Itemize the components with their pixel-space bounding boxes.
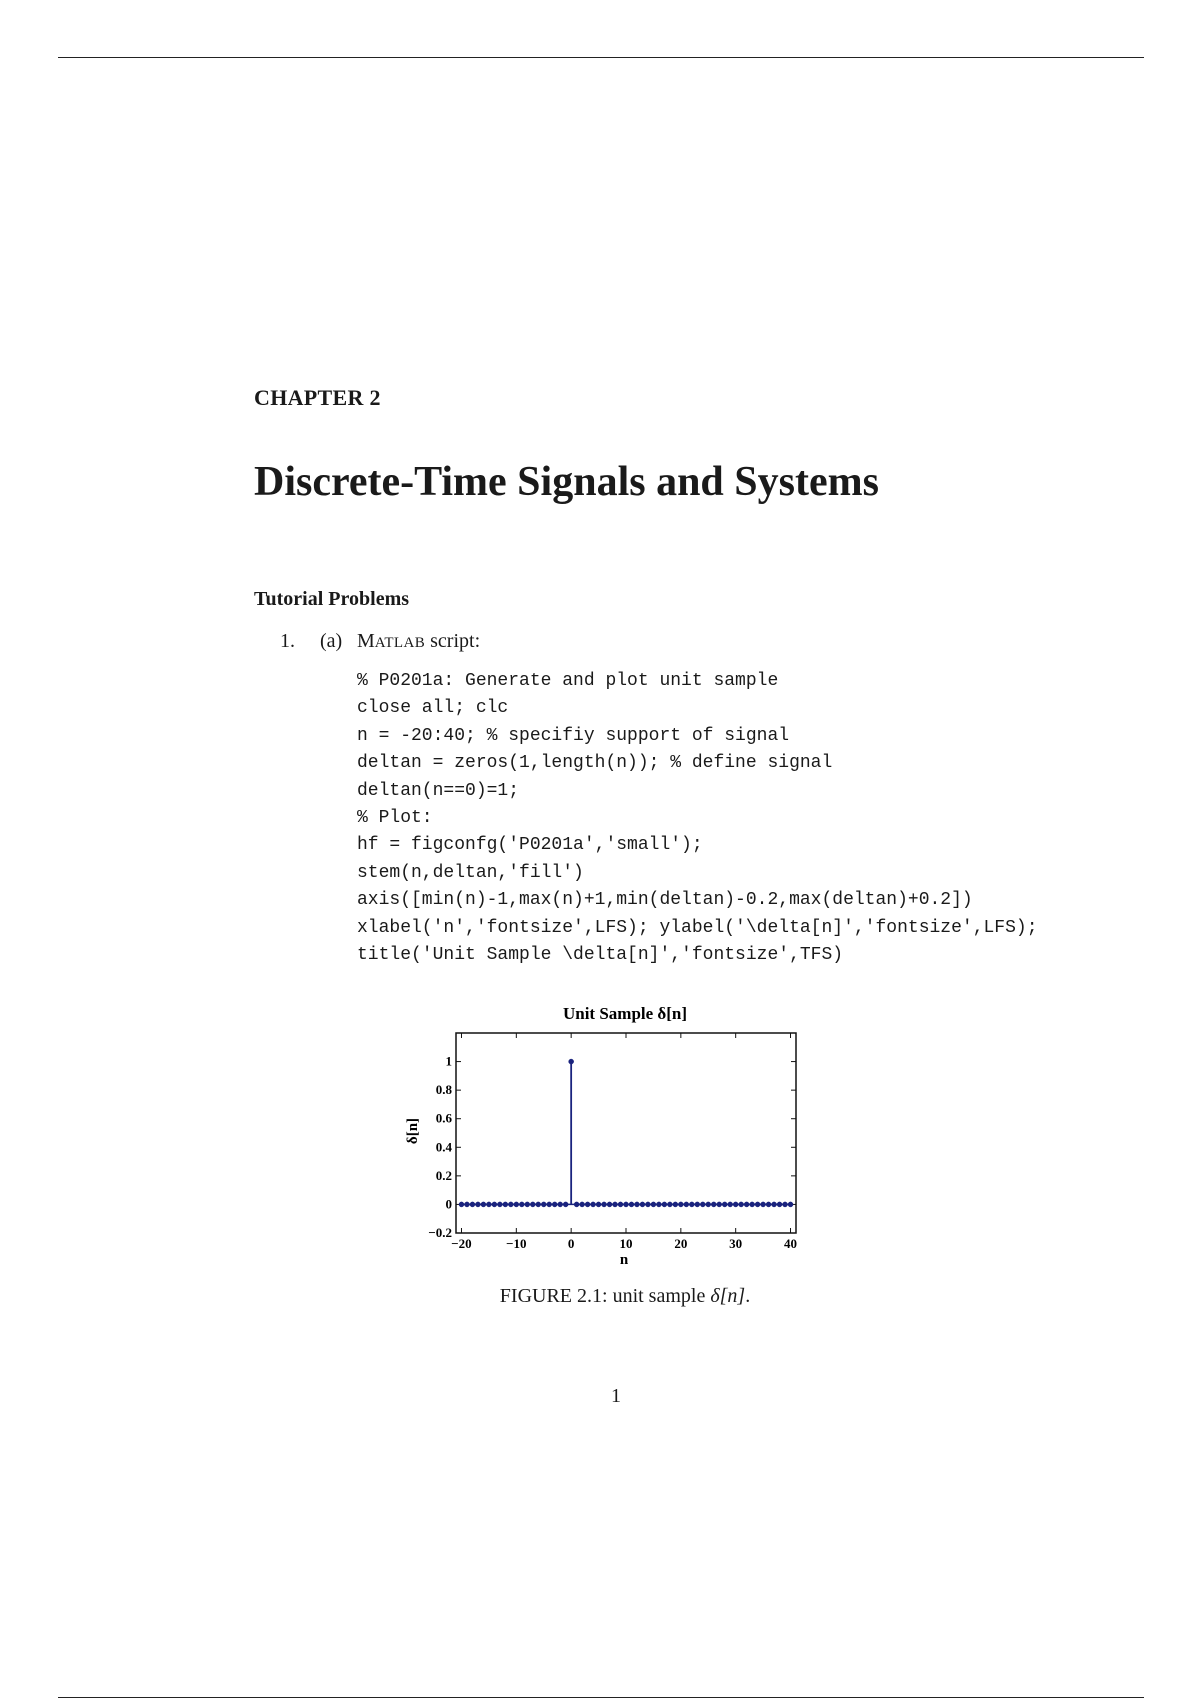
stem-marker xyxy=(777,1202,782,1207)
stem-marker xyxy=(492,1202,497,1207)
stem-marker xyxy=(547,1202,552,1207)
y-axis-label: δ[n] xyxy=(405,1117,421,1145)
code-line: axis([min(n)-1,max(n)+1,min(deltan)-0.2,max(deltan)+0.2]) xyxy=(357,890,973,911)
stem-marker xyxy=(755,1202,760,1207)
code-line: % P0201a: Generate and plot unit sample xyxy=(357,671,779,691)
stem-marker xyxy=(645,1202,650,1207)
y-tick-label: 0 xyxy=(445,1196,452,1212)
axis-ticks xyxy=(428,1033,797,1251)
section-heading: Tutorial Problems xyxy=(254,588,410,610)
stem-marker xyxy=(541,1202,546,1207)
y-tick-label: 0.4 xyxy=(435,1139,452,1155)
stem-marker xyxy=(684,1202,689,1207)
stem-marker xyxy=(552,1202,557,1207)
caption-math: δ[n] xyxy=(710,1285,746,1307)
stem-marker xyxy=(673,1202,678,1207)
y-tick-label: 0.8 xyxy=(435,1082,452,1098)
stem-marker xyxy=(783,1202,788,1207)
code-line: title('Unit Sample \delta[n]','fontsize',TFS) xyxy=(357,944,844,965)
code-line: n = -20:40; % specifiy support of signal xyxy=(357,725,790,746)
stem-marker xyxy=(788,1202,793,1207)
caption-suffix: . xyxy=(745,1285,751,1307)
stem-marker xyxy=(464,1202,469,1207)
problem-intro xyxy=(357,630,480,653)
stem-marker xyxy=(536,1202,541,1207)
page-number: 1 xyxy=(611,1385,621,1407)
x-tick-label: 40 xyxy=(784,1236,798,1251)
code-line: hf = figconfg('P0201a','small'); xyxy=(357,835,703,856)
code-line: % Plot: xyxy=(357,807,433,828)
stem-marker xyxy=(656,1202,661,1207)
stem-marker xyxy=(772,1202,777,1207)
problem-part: (a) xyxy=(320,630,343,652)
chapter-title: Discrete-Time Signals and Systems xyxy=(254,459,879,505)
problem-number: 1. xyxy=(280,630,295,652)
x-tick-label: 10 xyxy=(619,1236,633,1251)
stem-marker xyxy=(558,1202,563,1207)
x-tick-label: −20 xyxy=(451,1236,472,1251)
problem-intro-rest: script: xyxy=(425,630,481,652)
code-line: deltan(n==0)=1; xyxy=(357,780,520,801)
top-rule xyxy=(58,57,1144,58)
stem-marker xyxy=(563,1202,568,1207)
stem-marker xyxy=(744,1202,749,1207)
stem-marker xyxy=(689,1202,694,1207)
stem-marker xyxy=(728,1202,733,1207)
stem-marker xyxy=(508,1202,513,1207)
stem-marker xyxy=(667,1202,672,1207)
stem-marker xyxy=(651,1202,656,1207)
stem-marker xyxy=(624,1202,629,1207)
stem-marker xyxy=(475,1202,480,1207)
stem-marker xyxy=(525,1202,530,1207)
stem-marker xyxy=(634,1202,639,1207)
code-line: stem(n,deltan,'fill') xyxy=(357,862,584,883)
stem-marker xyxy=(591,1202,596,1207)
stem-marker xyxy=(607,1202,612,1207)
chapter-label: CHAPTER 2 xyxy=(254,385,381,410)
stem-marker xyxy=(761,1202,766,1207)
y-tick-label: −0.2 xyxy=(428,1225,452,1240)
stem-marker xyxy=(569,1059,574,1064)
stem-marker xyxy=(711,1202,716,1207)
stem-marker xyxy=(497,1202,502,1207)
stem-marker xyxy=(580,1202,585,1207)
y-tick-label: 0.6 xyxy=(435,1110,452,1126)
stem-marker xyxy=(470,1202,475,1207)
stem-series xyxy=(459,1059,793,1207)
stem-marker xyxy=(613,1202,618,1207)
stem-marker xyxy=(486,1202,491,1207)
stem-marker xyxy=(574,1202,579,1207)
y-tick-label: 0.2 xyxy=(435,1167,452,1183)
stem-marker xyxy=(733,1202,738,1207)
code-block xyxy=(357,668,1038,969)
stem-marker xyxy=(514,1202,519,1207)
stem-marker xyxy=(722,1202,727,1207)
stem-marker xyxy=(602,1202,607,1207)
stem-marker xyxy=(678,1202,683,1207)
code-line: xlabel('n','fontsize',LFS); ylabel('\delta[n]','fontsize',LFS); xyxy=(357,917,1038,938)
bottom-rule xyxy=(58,1697,1144,1698)
plot-frame xyxy=(456,1033,796,1233)
matlab-smallcaps: ATLAB xyxy=(374,635,426,651)
stem-marker xyxy=(519,1202,524,1207)
stem-marker xyxy=(459,1202,464,1207)
stem-marker xyxy=(695,1202,700,1207)
stem-marker xyxy=(700,1202,705,1207)
stem-marker xyxy=(618,1202,623,1207)
x-tick-label: 30 xyxy=(729,1236,743,1251)
stem-marker xyxy=(481,1202,486,1207)
stem-marker xyxy=(530,1202,535,1207)
code-line: close all; clc xyxy=(357,698,509,719)
chart-title: Unit Sample δ[n] xyxy=(562,1004,688,1023)
stem-marker xyxy=(640,1202,645,1207)
stem-marker xyxy=(739,1202,744,1207)
stem-marker xyxy=(706,1202,711,1207)
x-tick-label: 0 xyxy=(567,1236,575,1251)
x-tick-label: 20 xyxy=(674,1236,688,1251)
y-tick-label: 1 xyxy=(445,1053,452,1069)
stem-marker xyxy=(717,1202,722,1207)
stem-marker xyxy=(503,1202,508,1207)
stem-marker xyxy=(585,1202,590,1207)
code-line: deltan = zeros(1,length(n)); % define signal xyxy=(357,753,833,774)
figure-caption xyxy=(0,1285,1200,1308)
stem-marker xyxy=(662,1202,667,1207)
x-axis-label: n xyxy=(619,1252,629,1268)
stem-marker xyxy=(750,1202,755,1207)
caption-prefix: FIGURE 2.1: unit sample xyxy=(499,1285,711,1307)
matlab-initial: M xyxy=(357,630,375,652)
x-tick-label: −10 xyxy=(506,1236,527,1251)
stem-marker xyxy=(629,1202,634,1207)
stem-marker xyxy=(766,1202,771,1207)
stem-marker xyxy=(596,1202,601,1207)
